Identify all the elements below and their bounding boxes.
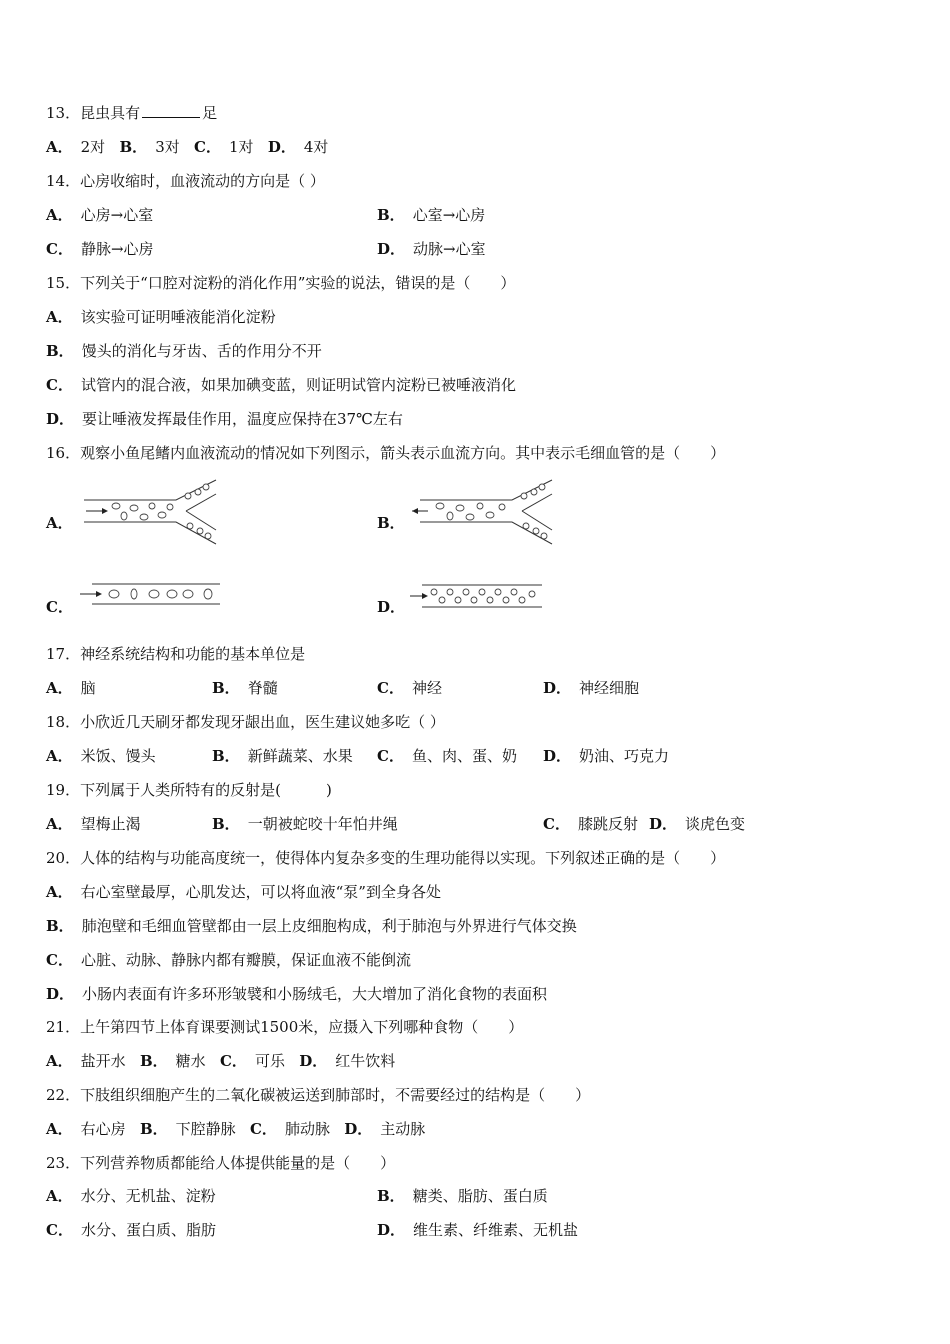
option-d[interactable]: D． 维生素、纤维素、无机盐 [377,1221,579,1239]
vessel-diagram-b [408,478,558,550]
option-d[interactable]: D． [377,598,406,616]
option-b[interactable]: B． 糖类、脂肪、蛋白质 [377,1187,548,1205]
option-b[interactable]: B． 脊髓 [212,679,278,697]
option-c[interactable]: C． 水分、蛋白质、脂肪 [46,1221,216,1239]
option-c[interactable]: C． 心脏、动脉、静脉内都有瓣膜，保证血液不能倒流 [46,951,411,969]
question-16: 16．观察小鱼尾鳍内血液流动的情况如下列图示，箭头表示血流方向。其中表示毛细血管的是（ ） [46,444,726,462]
option-c[interactable]: C． 静脉→心房 [46,240,154,258]
vessel-diagram-a [76,478,221,550]
option-b[interactable]: B． 心室→心房 [377,206,486,224]
question-22-options: A． 右心房 B． 下腔静脉 C． 肺动脉 D． 主动脉 [46,1120,426,1138]
option-c[interactable]: C． 神经 [377,679,442,697]
question-17: 17．神经系统结构和功能的基本单位是 [46,645,306,663]
option-a[interactable]: A． 右心室壁最厚，心肌发达，可以将血液“泵”到全身各处 [46,883,441,901]
option-b[interactable]: B． 新鲜蔬菜、水果 [212,747,353,765]
option-b[interactable]: B． [377,514,405,532]
option-a[interactable]: A． 米饭、馒头 [46,747,156,765]
option-a[interactable]: A． 脑 [46,679,96,697]
answer-blank[interactable] [142,103,200,118]
option-b[interactable]: B． 肺泡壁和毛细血管壁都由一层上皮细胞构成，利于肺泡与外界进行气体交换 [46,917,577,935]
question-18: 18．小欣近几天刷牙都发现牙龈出血，医生建议她多吃（ ） [46,713,445,731]
vessel-diagram-d [408,582,546,610]
option-a[interactable]: A． 该实验可证明唾液能消化淀粉 [46,308,276,326]
question-14: 14．心房收缩时，血液流动的方向是（ ） [46,172,325,190]
option-a[interactable]: A． 水分、无机盐、淀粉 [46,1187,216,1205]
option-c[interactable]: C． 膝跳反射 [543,815,638,833]
question-15: 15．下列关于“口腔对淀粉的消化作用”实验的说法，错误的是（ ） [46,274,516,292]
option-a[interactable]: A． [46,514,73,532]
option-d[interactable]: D． 小肠内表面有许多环形皱襞和小肠绒毛，大大增加了消化食物的表面积 [46,985,548,1003]
question-20: 20．人体的结构与功能高度统一，使得体内复杂多变的生理功能得以实现。下列叙述正确的是（ ） [46,849,726,867]
option-b[interactable]: B． 一朝被蛇咬十年怕井绳 [212,815,398,833]
option-d[interactable]: D． 神经细胞 [543,679,640,697]
option-d[interactable]: D． 动脉→心室 [377,240,486,258]
option-d[interactable]: D． 要让唾液发挥最佳作用，温度应保持在37℃左右 [46,410,403,428]
option-d[interactable]: D． 谈虎色变 [649,815,746,833]
question-23: 23．下列营养物质都能给人体提供能量的是（ ） [46,1154,396,1172]
option-a[interactable]: A． 心房→心室 [46,206,154,224]
option-b[interactable]: B． 馒头的消化与牙齿、舌的作用分不开 [46,342,322,360]
option-c[interactable]: C． [46,598,73,616]
option-d[interactable]: D． 奶油、巧克力 [543,747,670,765]
option-c[interactable]: C． 鱼、肉、蛋、奶 [377,747,517,765]
option-a[interactable]: A． 望梅止渴 [46,815,141,833]
question-13: 13．昆虫具有 足 [46,104,218,122]
question-22: 22．下肢组织细胞产生的二氧化碳被运送到肺部时，不需要经过的结构是（ ） [46,1086,591,1104]
question-19: 19．下列属于人类所特有的反射是( ) [46,781,332,799]
option-c[interactable]: C． 试管内的混合液，如果加碘变蓝，则证明试管内淀粉已被唾液消化 [46,376,516,394]
vessel-diagram-c [78,580,223,608]
question-21: 21．上午第四节上体育课要测试1500米，应摄入下列哪种食物（ ） [46,1018,524,1036]
question-13-options: A． 2对 B． 3对 C． 1对 D． 4对 [46,138,329,156]
question-21-options: A． 盐开水 B． 糖水 C． 可乐 D． 红牛饮料 [46,1052,396,1070]
